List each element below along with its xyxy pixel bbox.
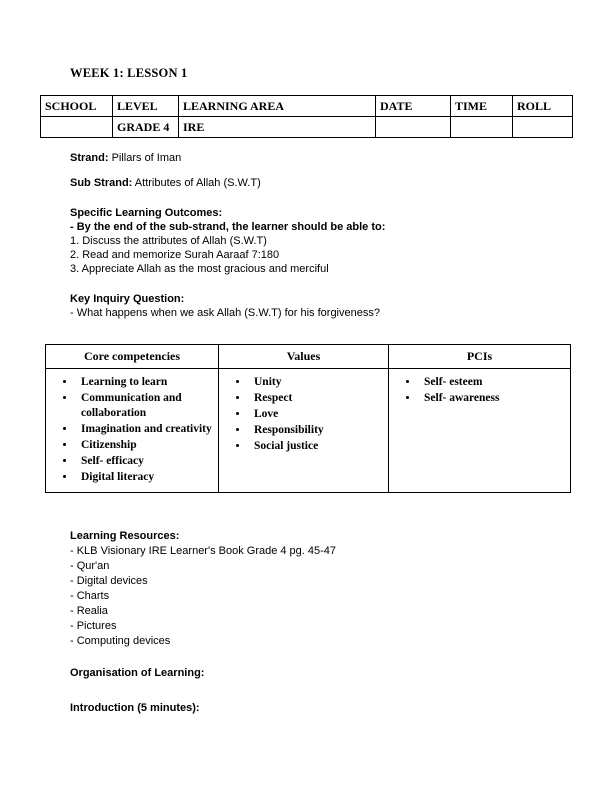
info-header-learning-area: LEARNING AREA <box>179 96 376 117</box>
info-header-school: SCHOOL <box>41 96 113 117</box>
page-title: WEEK 1: LESSON 1 <box>70 66 188 80</box>
learning-resources-section <box>70 529 572 649</box>
info-header-date: DATE <box>376 96 451 117</box>
core-competencies-list <box>48 375 216 485</box>
value-item: • Social justice <box>249 439 386 454</box>
competency-item: • Digital literacy <box>76 470 216 485</box>
info-header-time: TIME <box>451 96 513 117</box>
info-cell-date <box>376 117 451 138</box>
outcome-item: 3. Appreciate Allah as the most gracious and merciful <box>70 263 329 275</box>
info-cell-learning-area: IRE <box>179 117 376 138</box>
strand-label: Strand: <box>70 152 109 164</box>
resource-item: - Pictures <box>70 620 117 632</box>
competency-item: • Communication and collaboration <box>76 391 216 421</box>
resource-item: - Realia <box>70 605 108 617</box>
resource-item: - Qur'an <box>70 560 110 572</box>
competency-item: • Imagination and creativity <box>76 422 216 437</box>
core-competencies-cell <box>46 369 219 493</box>
matrix-header-core-competencies: Core competencies <box>46 345 219 369</box>
competency-item: • Citizenship <box>76 438 216 453</box>
value-item: • Love <box>249 407 386 422</box>
sub-strand-line <box>70 176 572 190</box>
resources-heading: Learning Resources: <box>70 530 180 542</box>
value-item: • Unity <box>249 375 386 390</box>
info-cell-roll <box>513 117 573 138</box>
resource-item: - Charts <box>70 590 110 602</box>
value-item: • Responsibility <box>249 423 386 438</box>
sub-strand-text: Attributes of Allah (S.W.T) <box>134 177 261 189</box>
resource-item: - Digital devices <box>70 575 148 587</box>
competencies-values-pcis-table <box>45 344 571 493</box>
key-inquiry-heading: Key Inquiry Question: <box>70 293 185 305</box>
resource-item: - Computing devices <box>70 635 171 647</box>
competency-item: • Self- efficacy <box>76 454 216 469</box>
outcomes-heading: Specific Learning Outcomes: <box>70 207 223 219</box>
strand-text: Pillars of Iman <box>111 152 182 164</box>
matrix-header-pcis: PCIs <box>389 345 571 369</box>
outcome-item: 2. Read and memorize Surah Aaraaf 7:180 <box>70 249 280 261</box>
sub-strand-label: Sub Strand: <box>70 177 133 189</box>
pcis-list <box>391 375 568 406</box>
outcome-item: 1. Discuss the attributes of Allah (S.W.T) <box>70 235 267 247</box>
info-cell-time <box>451 117 513 138</box>
info-header-level: LEVEL <box>113 96 179 117</box>
values-cell <box>219 369 389 493</box>
resource-item: - KLB Visionary IRE Learner's Book Grade 4 pg. 45-47 <box>70 545 337 557</box>
organisation-heading: Organisation of Learning: <box>70 667 205 679</box>
outcomes-subheading: - By the end of the sub-strand, the learner should be able to: <box>70 221 386 233</box>
pci-item: • Self- esteem <box>419 375 568 390</box>
info-header-roll: ROLL <box>513 96 573 117</box>
pcis-cell <box>389 369 571 493</box>
outcomes-section <box>70 206 572 276</box>
matrix-header-row <box>46 345 571 369</box>
value-item: • Respect <box>249 391 386 406</box>
values-list <box>221 375 386 454</box>
info-value-row <box>41 117 573 138</box>
pci-item: • Self- awareness <box>419 391 568 406</box>
introduction-heading: Introduction (5 minutes): <box>70 702 200 714</box>
info-header-row <box>41 96 573 117</box>
matrix-content-row <box>46 369 571 493</box>
lesson-info-table <box>40 95 573 138</box>
competency-item: • Learning to learn <box>76 375 216 390</box>
key-inquiry-section <box>70 292 572 320</box>
info-cell-level: GRADE 4 <box>113 117 179 138</box>
matrix-header-values: Values <box>219 345 389 369</box>
strand-line <box>70 151 572 165</box>
info-cell-school <box>41 117 113 138</box>
key-inquiry-question: - What happens when we ask Allah (S.W.T) for his forgiveness? <box>70 307 380 319</box>
